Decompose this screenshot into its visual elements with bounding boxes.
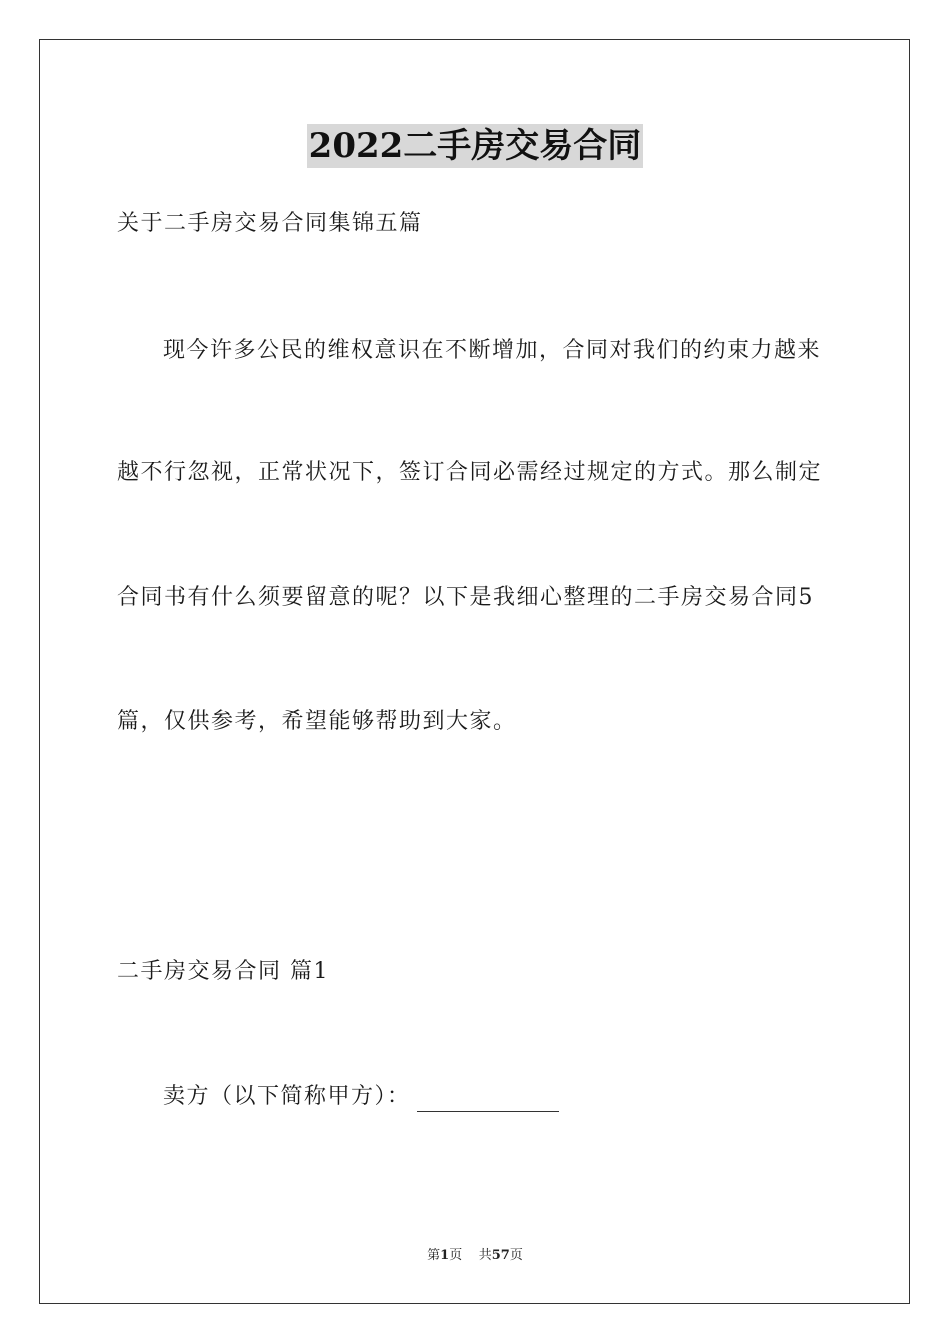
seller-blank-field[interactable] [417,1089,559,1112]
page-footer [0,1246,950,1266]
title-container [0,124,950,168]
footer-page-prefix: 第 [427,1248,441,1263]
intro-line-2: 越不行忽视，正常状况下，签订合同必需经过规定的方式。那么制定 [117,460,823,485]
seller-line [163,1082,559,1112]
seller-label: 卖方（以下简称甲方）： [163,1084,411,1109]
intro-line-3: 合同书有什么须要留意的呢？以下是我细心整理的二手房交易合同5 [117,585,814,610]
footer-total-suffix: 页 [509,1248,523,1263]
footer-page-suffix: 页 [449,1248,463,1263]
section-heading: 二手房交易合同 篇1 [117,959,329,984]
footer-total-pages: 57 [491,1248,510,1263]
intro-line-1: 现今许多公民的维权意识在不断增加，合同对我们的约束力越来 [163,338,822,363]
footer-total-prefix: 共 [478,1248,492,1263]
document-subtitle: 关于二手房交易合同集锦五篇 [117,211,423,236]
footer-page-number: 1 [440,1248,450,1263]
document-title: 2022二手房交易合同 [308,126,642,166]
intro-line-4: 篇，仅供参考，希望能够帮助到大家。 [117,709,517,734]
